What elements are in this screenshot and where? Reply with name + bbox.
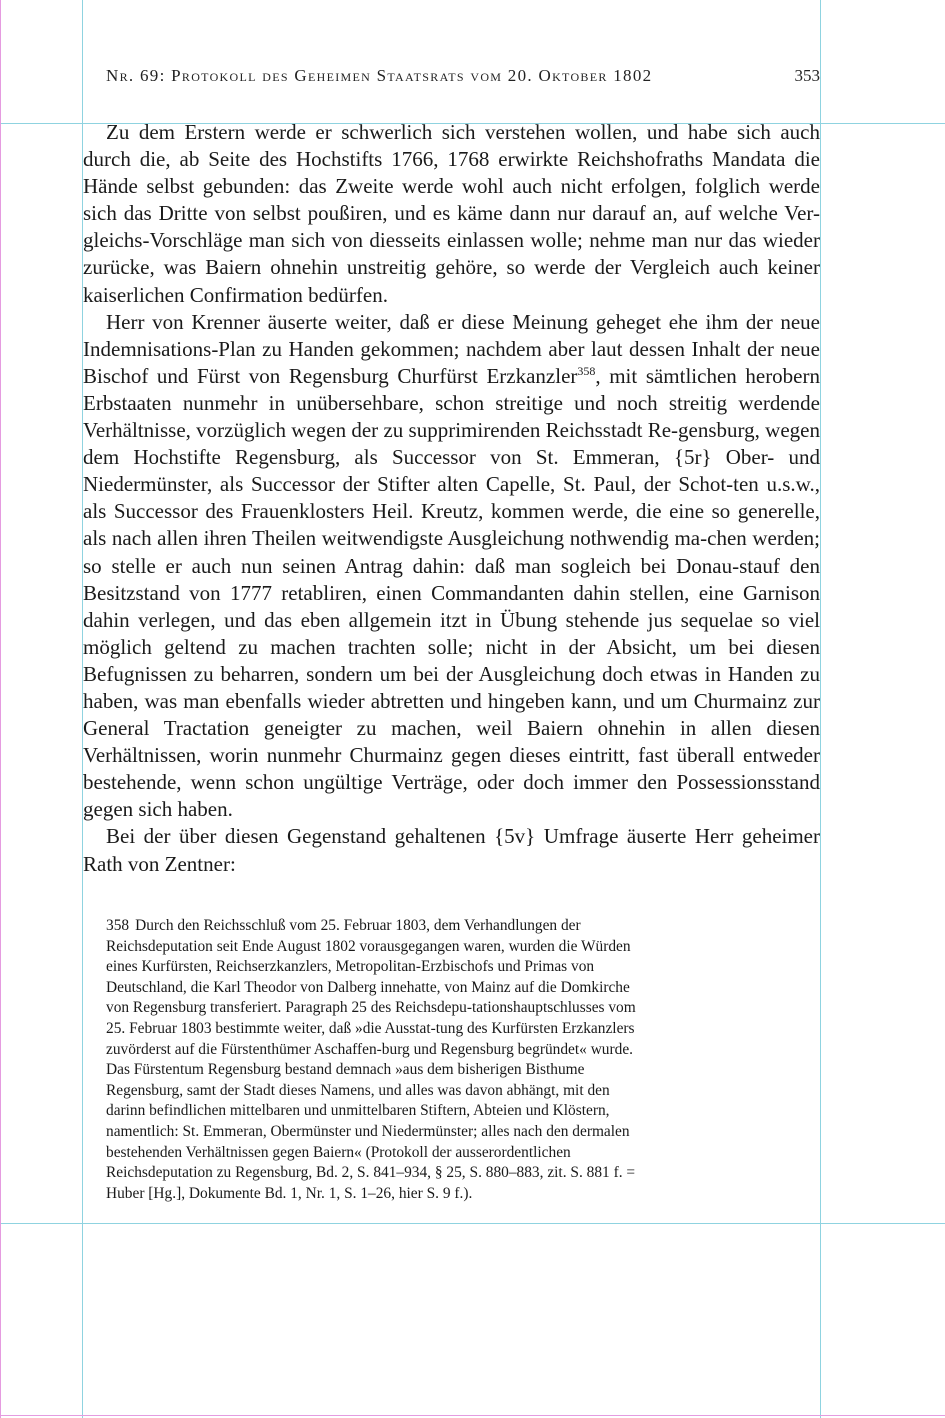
page-frame-left bbox=[0, 0, 1, 1418]
margin-guide-right bbox=[820, 0, 821, 1418]
paragraph-3 bbox=[83, 823, 820, 877]
running-head-title: Nr. 69: Protokoll des Geheimen Staatsrats vom 20. Oktober 1802 bbox=[106, 66, 653, 85]
margin-guide-bottom bbox=[0, 1223, 945, 1224]
paragraph-2 bbox=[83, 309, 820, 824]
paragraph-1-text: Zu dem Erstern werde er schwerlich sich verstehen wollen, und habe sich auch durch die, ab Seite des Hochstifts 1766, 1768 erwirkte Reichshofraths Mandata die Hände selbst gebunden: das Zweite werde wohl auch nicht erfolgen, folglich werde sich das Dritte von selbst poußiren, und es käme dann nur darauf an, auf welche Ver-gleichs-Vorschläge man sich von diesseits einlassen wolle; nehme man nur das wieder zurücke, was Baiern ohnehin unstreitig gehöre, so werde der Vergleich auch keiner kaiserlichen Confirmation bedürfen. bbox=[83, 120, 820, 307]
footnote-text: Durch den Reichsschluß vom 25. Februar 1803, dem Verhandlungen der Reichsdeputation seit Ende August 1802 vorausgegangen waren, wurden die Würden eines Kurfürsten, Reichserzkanzlers, Metropolitan-Erzbischofs und Primas von Deutschland, die Karl Theodor von Dalberg innehatte, von Mainz auf die Domkirche von Regensburg transferiert. Paragraph 25 des Reichsdepu-tationshauptschlusses vom 25. Februar 1803 bestimmte weiter, daß »die Ausstat-tung des Kurfürsten Erzkanzlers zuvörderst auf die Fürstenthümer Aschaffen-burg und Regensburg begründet« wurde. Das Fürstentum Regensburg bestand demnach »aus dem bisherigen Bisthume Regensburg, samt der Stadt dieses Namens, und alles was davon abhängt, mit den darinn befindlichen mittelbaren und unmittelbaren Stiftern, Abteien und Klöstern, namentlich: St. Emmeran, Obermünster und Niedermünster; alles nach den dermalen bestehenden Verhältnissen gegen Baiern« (Protokoll der ausserordentlichen Reichsdeputation zu Regensburg, Bd. 2, S. 841–934, § 25, S. 880–883, zit. S. 881 f. = Huber [Hg.], Dokumente Bd. 1, Nr. 1, S. 1–26, hier S. 9 f.). bbox=[106, 917, 636, 1202]
footnote bbox=[106, 916, 644, 1204]
body-text bbox=[83, 119, 820, 878]
footnote-number: 358 bbox=[106, 917, 130, 934]
paragraph-2-text-b: , mit sämtlichen herobern Erbstaaten nunmehr in unübersehbare, schon streitige und noch streitig werdende Verhältnisse, vorzüglich wegen der zu supprimirenden Reichsstadt Re-gensburg, wegen dem Hochstifte Regensburg, als Successor von St. Emmeran, {5r} Ober- und Niedermünster, als Successor der Stifter alten Capelle, St. Paul, der Schot-ten u.s.w., als Successor des Frauenklosters Heil. Kreutz, kommen werde, die eine so generelle, als nach allen ihren Theilen weitwendigste Ausgleichung nothwendig ma-chen werden; so stelle er auch nun seinen Antrag dahin: daß man sogleich bei Donau-stauf den Besitzstand von 1777 retabliren, einen Commandanten dahin stellen, eine Garnison dahin verlegen, und das eben allgemein itzt in Übung stehende jus sequelae so viel möglich geltend zu machen trachten solle; nicht in der Absicht, um bei diesen Befugnissen zu beharren, sondern um bei der Ausgleichung doch etwas in Handen zu haben, was man ebenfalls wieder abtretten und hingeben kann, und um Churmainz zur General Tractation geneigter zu machen, weil Baiern ohnehin in allen diesen Verhältnissen, worin nunmehr Churmainz gegen dieses eintritt, fast überall entweder bestehende, wenn schon ungültige Verträge, oder doch immer den Possessionsstand gegen sich haben. bbox=[83, 363, 820, 822]
footnote-reference[interactable]: 358 bbox=[577, 363, 596, 378]
paragraph-2-text-a: Herr von Krenner äuserte weiter, daß er diese Meinung geheget ehe ihm der neue Indemnisations-Plan zu Handen gekommen; nachdem aber laut dessen Inhalt der neue Bischof und Fürst von Regensburg Churfürst Erzkanzler bbox=[83, 309, 820, 388]
paragraph-1 bbox=[83, 119, 820, 309]
paragraph-3-text: Bei der über diesen Gegenstand gehaltenen {5v} Umfrage äuserte Herr geheimer Rath von Zentner: bbox=[83, 824, 820, 876]
page-frame-bottom bbox=[0, 1415, 945, 1416]
running-head bbox=[106, 66, 820, 90]
page-number: 353 bbox=[794, 66, 820, 85]
